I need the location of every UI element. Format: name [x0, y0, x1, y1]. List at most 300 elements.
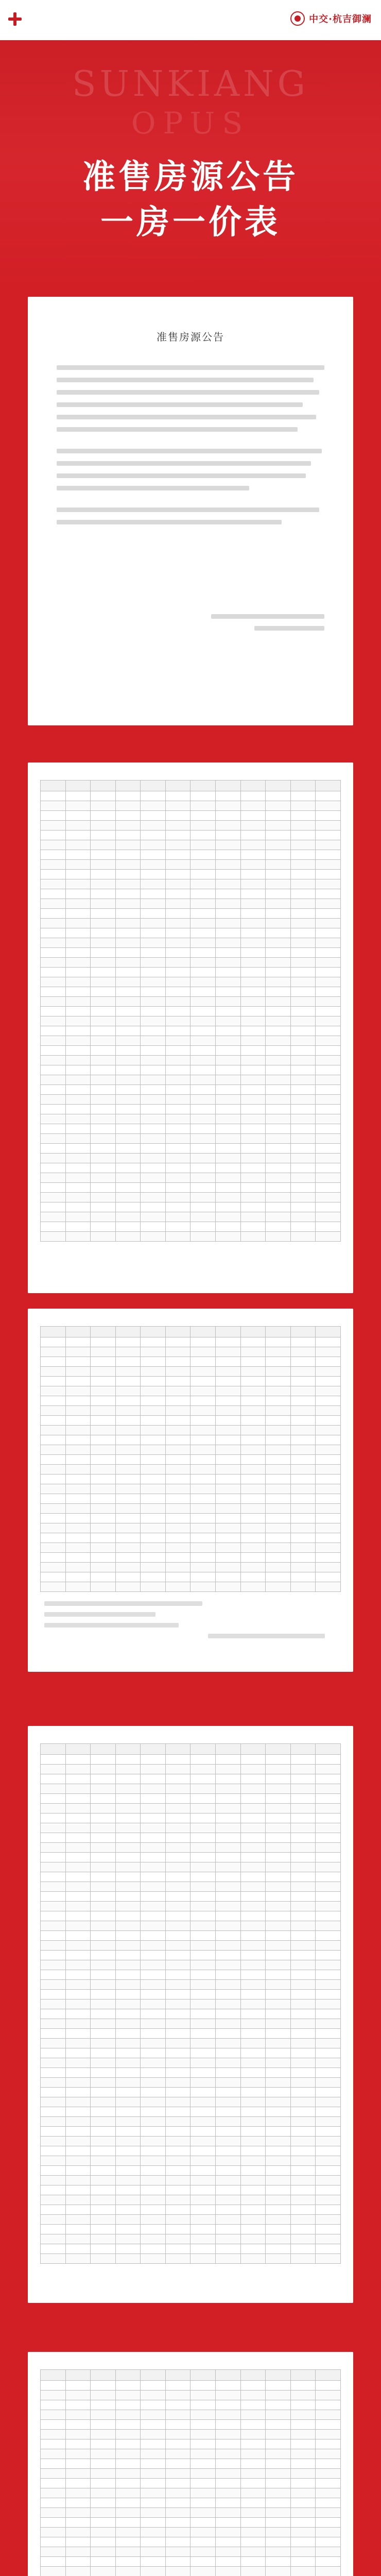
table-cell	[91, 1367, 116, 1377]
table-cell	[316, 850, 341, 860]
table-header-cell	[65, 2370, 91, 2381]
table-cell	[141, 1582, 166, 1592]
table-cell	[240, 1882, 266, 1892]
table-cell	[266, 1504, 291, 1514]
table-cell	[316, 879, 341, 889]
table-cell	[65, 1105, 91, 1114]
table-cell	[190, 811, 216, 821]
page-title-line-2: 一房一价表	[100, 204, 281, 242]
notice-line	[57, 402, 303, 407]
table-cell	[41, 1911, 66, 1921]
table-cell	[91, 1386, 116, 1396]
table-row	[41, 1435, 341, 1445]
table-cell	[266, 2547, 291, 2557]
table-cell	[91, 1222, 116, 1232]
table-cell	[290, 1774, 316, 1784]
table-header-cell	[266, 2370, 291, 2381]
table-cell	[91, 1814, 116, 1823]
table-cell	[165, 1563, 190, 1572]
table-cell	[240, 1347, 266, 1357]
table-row	[41, 2420, 341, 2430]
table-row	[41, 1804, 341, 1814]
table-cell	[65, 2156, 91, 2166]
table-cell	[115, 879, 141, 889]
table-cell	[240, 791, 266, 801]
table-cell	[91, 958, 116, 968]
table-cell	[240, 2195, 266, 2205]
table-cell	[65, 1892, 91, 1902]
table-row	[41, 2547, 341, 2557]
table-cell	[115, 2381, 141, 2391]
table-cell	[316, 1951, 341, 1960]
table-cell	[190, 1774, 216, 1784]
table-cell	[91, 2117, 116, 2127]
table-cell	[41, 1980, 66, 1990]
table-cell	[115, 2420, 141, 2430]
table-cell	[316, 1804, 341, 1814]
table-cell	[190, 1075, 216, 1085]
table-cell	[91, 2029, 116, 2039]
table-cell	[115, 1435, 141, 1445]
table-cell	[65, 2137, 91, 2146]
table-cell	[240, 850, 266, 860]
table-cell	[216, 2547, 241, 2557]
table-cell	[290, 1357, 316, 1367]
table-cell	[240, 1484, 266, 1494]
table-cell	[141, 1902, 166, 1911]
table-cell	[240, 1853, 266, 1862]
table-cell	[115, 2459, 141, 2469]
table-cell	[290, 801, 316, 811]
table-cell	[316, 2176, 341, 2185]
table-cell	[141, 1105, 166, 1114]
table-cell	[91, 2058, 116, 2068]
table-cell	[165, 1377, 190, 1386]
table-cell	[65, 1553, 91, 1563]
table-cell	[316, 1980, 341, 1990]
table-cell	[115, 2469, 141, 2479]
table-cell	[165, 2469, 190, 2479]
table-cell	[65, 1154, 91, 1163]
table-cell	[190, 2537, 216, 2547]
table-cell	[115, 2068, 141, 2078]
table-cell	[316, 2449, 341, 2459]
table-cell	[190, 1036, 216, 1046]
table-cell	[41, 1416, 66, 1426]
table-row	[41, 1999, 341, 2009]
table-cell	[240, 2439, 266, 2449]
table-cell	[165, 1853, 190, 1862]
table-cell	[65, 2019, 91, 2029]
table-cell	[266, 968, 291, 977]
table-cell	[41, 2058, 66, 2068]
table-cell	[240, 1007, 266, 1016]
table-cell	[290, 2009, 316, 2019]
table-cell	[240, 2381, 266, 2391]
table-cell	[240, 1085, 266, 1095]
table-cell	[91, 831, 116, 840]
table-cell	[165, 919, 190, 928]
table-cell	[165, 1232, 190, 1242]
table-cell	[266, 938, 291, 948]
table-cell	[41, 2166, 66, 2176]
table-cell	[165, 1582, 190, 1592]
table-cell	[165, 840, 190, 850]
table-cell	[65, 977, 91, 987]
table-cell	[190, 1543, 216, 1553]
table-cell	[41, 1095, 66, 1105]
table-cell	[266, 2088, 291, 2097]
table-cell	[65, 1999, 91, 2009]
table-row	[41, 889, 341, 899]
table-row	[41, 2127, 341, 2137]
table-cell	[290, 1183, 316, 1193]
table-cell	[141, 1347, 166, 1357]
table-row	[41, 2117, 341, 2127]
table-row	[41, 2439, 341, 2449]
table-cell	[316, 2009, 341, 2019]
table-cell	[240, 968, 266, 977]
table-cell	[190, 2088, 216, 2097]
table-row	[41, 997, 341, 1007]
table-cell	[41, 1367, 66, 1377]
table-cell	[316, 2107, 341, 2117]
table-cell	[316, 1347, 341, 1357]
table-cell	[290, 879, 316, 889]
table-cell	[65, 1386, 91, 1396]
table-row	[41, 1774, 341, 1784]
table-cell	[115, 1075, 141, 1085]
table-row	[41, 2479, 341, 2488]
table-cell	[91, 850, 116, 860]
table-row	[41, 2381, 341, 2391]
table-cell	[240, 1455, 266, 1465]
table-cell	[290, 1154, 316, 1163]
table-cell	[41, 948, 66, 958]
table-cell	[115, 1406, 141, 1416]
table-cell	[141, 2459, 166, 2469]
table-cell	[266, 2518, 291, 2528]
table-cell	[190, 2381, 216, 2391]
table-cell	[91, 2498, 116, 2508]
table-cell	[91, 1416, 116, 1426]
table-cell	[41, 1582, 66, 1592]
table-cell	[316, 1163, 341, 1173]
table-cell	[290, 1970, 316, 1980]
table-cell	[216, 997, 241, 1007]
table-row	[41, 1543, 341, 1553]
table-cell	[91, 1426, 116, 1435]
table-cell	[41, 1784, 66, 1794]
table-cell	[141, 1377, 166, 1386]
table-cell	[115, 1872, 141, 1882]
table-cell	[165, 1872, 190, 1882]
table-cell	[165, 1931, 190, 1941]
table-cell	[165, 1163, 190, 1173]
table-cell	[65, 2420, 91, 2430]
table-cell	[65, 1765, 91, 1774]
table-cell	[216, 811, 241, 821]
table-cell	[115, 1794, 141, 1804]
table-cell	[316, 1533, 341, 1543]
table-cell	[290, 1406, 316, 1416]
table-cell	[115, 2528, 141, 2537]
table-cell	[115, 1543, 141, 1553]
table-cell	[91, 2410, 116, 2420]
table-cell	[290, 2498, 316, 2508]
table-cell	[216, 1882, 241, 1892]
table-cell	[190, 2488, 216, 2498]
table-cell	[266, 1154, 291, 1163]
table-cell	[190, 1563, 216, 1572]
table-cell	[91, 1784, 116, 1794]
table-cell	[141, 2439, 166, 2449]
table-cell	[41, 1804, 66, 1814]
table-cell	[41, 1960, 66, 1970]
table-header-cell	[65, 1744, 91, 1755]
table-cell	[316, 1075, 341, 1085]
table-cell	[65, 1357, 91, 1367]
table-cell	[216, 2048, 241, 2058]
table-cell	[216, 791, 241, 801]
table-cell	[65, 2078, 91, 2088]
table-cell	[41, 840, 66, 850]
table-cell	[115, 1426, 141, 1435]
table-cell	[115, 1484, 141, 1494]
table-cell	[41, 1445, 66, 1455]
table-cell	[266, 1193, 291, 1202]
table-cell	[91, 1046, 116, 1056]
table-cell	[41, 909, 66, 919]
table-cell	[216, 1814, 241, 1823]
table-cell	[240, 1016, 266, 1026]
note-line	[208, 1634, 325, 1638]
table-row	[41, 899, 341, 909]
table-cell	[266, 1765, 291, 1774]
table-cell	[165, 2547, 190, 2557]
table-cell	[165, 2215, 190, 2225]
cross-logo-icon	[8, 12, 22, 26]
table-cell	[216, 1990, 241, 1999]
table-cell	[240, 1046, 266, 1056]
table-header-cell	[141, 1327, 166, 1337]
table-cell	[316, 2400, 341, 2410]
table-cell	[141, 2225, 166, 2234]
table-cell	[190, 1882, 216, 1892]
table-cell	[290, 1543, 316, 1553]
table-row	[41, 1941, 341, 1951]
table-cell	[165, 1784, 190, 1794]
table-cell	[190, 2215, 216, 2225]
table-cell	[266, 2420, 291, 2430]
table-cell	[290, 2479, 316, 2488]
table-cell	[216, 1026, 241, 1036]
table-cell	[91, 1921, 116, 1931]
table-cell	[41, 1823, 66, 1833]
table-cell	[316, 2244, 341, 2254]
table-row	[41, 1416, 341, 1426]
table-cell	[290, 1902, 316, 1911]
table-cell	[290, 1114, 316, 1124]
table-cell	[316, 2137, 341, 2146]
table-cell	[141, 1065, 166, 1075]
table-cell	[115, 2137, 141, 2146]
table-cell	[290, 1504, 316, 1514]
table-cell	[290, 2518, 316, 2528]
table-cell	[65, 1931, 91, 1941]
table-cell	[41, 1426, 66, 1435]
table-cell	[91, 2547, 116, 2557]
table-cell	[316, 1183, 341, 1193]
table-cell	[91, 1007, 116, 1016]
table-cell	[316, 1843, 341, 1853]
table-cell	[240, 1396, 266, 1406]
table-row	[41, 1755, 341, 1765]
table-cell	[216, 1823, 241, 1833]
table-cell	[91, 1095, 116, 1105]
table-cell	[41, 1494, 66, 1504]
table-cell	[266, 2205, 291, 2215]
table-cell	[141, 1337, 166, 1347]
table-cell	[266, 1862, 291, 1872]
table-cell	[216, 1095, 241, 1105]
table-cell	[115, 1833, 141, 1843]
top-bar	[0, 0, 381, 40]
table-cell	[91, 1193, 116, 1202]
table-cell	[266, 977, 291, 987]
table-cell	[240, 2488, 266, 2498]
table-cell	[316, 997, 341, 1007]
table-cell	[216, 2146, 241, 2156]
table-cell	[165, 2009, 190, 2019]
table-cell	[115, 811, 141, 821]
table-cell	[316, 1085, 341, 1095]
table-cell	[41, 2420, 66, 2430]
table-cell	[165, 977, 190, 987]
table-row	[41, 2137, 341, 2146]
table-cell	[141, 2557, 166, 2567]
table-cell	[91, 2459, 116, 2469]
table-cell	[41, 2185, 66, 2195]
table-cell	[216, 1543, 241, 1553]
table-cell	[266, 1416, 291, 1426]
table-cell	[190, 1911, 216, 1921]
table-cell	[65, 2449, 91, 2459]
table-cell	[316, 1882, 341, 1892]
table-cell	[41, 1902, 66, 1911]
table-cell	[240, 2166, 266, 2176]
table-cell	[91, 1406, 116, 1416]
table-cell	[316, 2205, 341, 2215]
table-cell	[266, 1941, 291, 1951]
table-cell	[290, 2430, 316, 2439]
table-cell	[316, 2557, 341, 2567]
table-cell	[165, 2420, 190, 2430]
table-cell	[141, 1212, 166, 1222]
table-cell	[190, 1921, 216, 1931]
table-cell	[216, 1774, 241, 1784]
table-cell	[290, 2508, 316, 2518]
table-cell	[91, 2215, 116, 2225]
table-cell	[266, 1533, 291, 1543]
table-cell	[115, 1999, 141, 2009]
table-cell	[216, 1804, 241, 1814]
table-cell	[91, 1774, 116, 1784]
table-cell	[216, 1154, 241, 1163]
table-cell	[266, 1990, 291, 1999]
table-cell	[290, 948, 316, 958]
table-cell	[91, 1124, 116, 1134]
table-cell	[91, 1504, 116, 1514]
table-cell	[266, 1911, 291, 1921]
table-cell	[240, 2127, 266, 2137]
table-cell	[141, 2381, 166, 2391]
table-cell	[290, 1134, 316, 1144]
table-cell	[216, 1202, 241, 1212]
table-row	[41, 1193, 341, 1202]
table-cell	[240, 2244, 266, 2254]
table-cell	[240, 1533, 266, 1543]
table-cell	[65, 2479, 91, 2488]
table-cell	[141, 1232, 166, 1242]
table-cell	[216, 928, 241, 938]
project-logo	[290, 11, 372, 26]
table-cell	[91, 1794, 116, 1804]
table-row	[41, 2449, 341, 2459]
table-cell	[141, 1445, 166, 1455]
table-cell	[290, 860, 316, 870]
table-cell	[190, 1784, 216, 1794]
table-cell	[115, 1755, 141, 1765]
table-cell	[165, 2048, 190, 2058]
table-cell	[316, 840, 341, 850]
table-cell	[115, 1921, 141, 1931]
table-cell	[240, 919, 266, 928]
table-cell	[240, 2391, 266, 2400]
table-cell	[190, 1046, 216, 1056]
table-cell	[165, 2137, 190, 2146]
table-cell	[91, 2009, 116, 2019]
table-cell	[115, 1960, 141, 1970]
notice-signature-block	[211, 614, 324, 638]
table-cell	[65, 1173, 91, 1183]
table-cell	[290, 2137, 316, 2146]
table-cell	[65, 870, 91, 879]
table-cell	[115, 2254, 141, 2264]
table-cell	[91, 2508, 116, 2518]
table-cell	[91, 860, 116, 870]
table-cell	[266, 1951, 291, 1960]
table-cell	[141, 1921, 166, 1931]
table-cell	[190, 1494, 216, 1504]
table-cell	[290, 821, 316, 831]
table-cell	[216, 1367, 241, 1377]
table-cell	[115, 2488, 141, 2498]
table-cell	[290, 977, 316, 987]
table-row	[41, 1124, 341, 1134]
table-cell	[165, 2381, 190, 2391]
table-cell	[316, 2225, 341, 2234]
table-cell	[41, 1543, 66, 1553]
table-cell	[115, 1563, 141, 1572]
table-cell	[91, 2420, 116, 2430]
table-cell	[190, 1843, 216, 1853]
table-cell	[141, 2254, 166, 2264]
table-cell	[91, 2166, 116, 2176]
table-cell	[65, 801, 91, 811]
table-cell	[141, 2430, 166, 2439]
table-cell	[115, 1523, 141, 1533]
